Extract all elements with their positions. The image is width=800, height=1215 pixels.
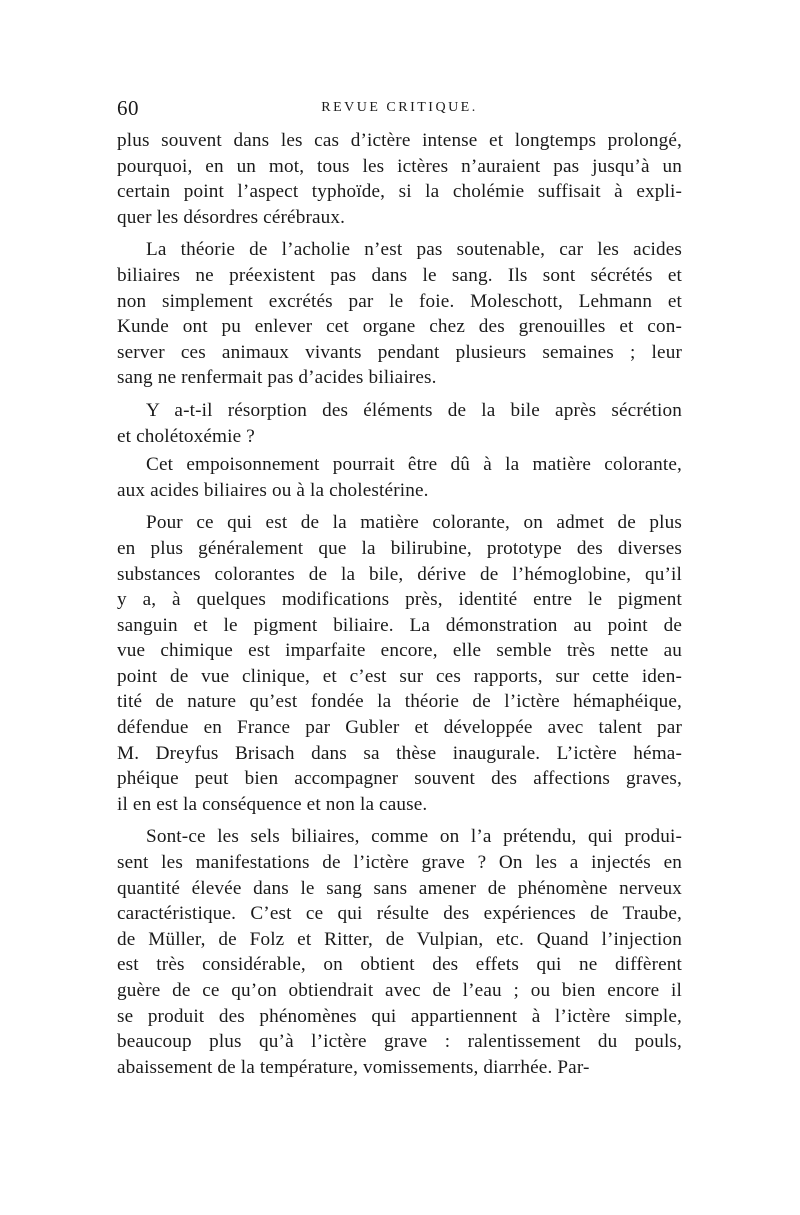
page-number: 60 [117,96,139,120]
text-line: biliaires ne préexistent pas dans le sang. Ils sont sécrétés et [117,264,682,286]
text-line: non simplement excrétés par le foie. Moleschott, Lehmann et [117,290,682,312]
text-line: server ces animaux vivants pendant plusieurs semaines ; leur [117,341,682,363]
paragraph-gap [117,817,682,824]
text-line: et cholétoxémie ? [117,425,255,447]
text-line: pourquoi, en un mot, tous les ictères n’auraient pas jusqu’à un [117,155,682,177]
text-line: quer les désordres cérébraux. [117,206,346,228]
text-line: vue chimique est imparfaite encore, elle semble très nette au [117,640,682,662]
text-line: M. Dreyfus Brisach dans sa thèse inaugurale. L’ictère héma- [117,742,682,764]
text-line: substances colorantes de la bile, dérive de l’hémoglobine, qu’il [117,563,682,585]
text-line: y a, à quelques modifications près, identité entre le pigment [117,589,682,611]
text-line: phéique peut bien accompagner souvent des affections graves, [117,768,682,790]
text-line: La théorie de l’acholie n’est pas soutenable, car les acides [146,239,682,261]
running-title: REVUE CRITIQUE. [321,100,478,115]
text-line: Kunde ont pu enlever cet organe chez des grenouilles et con- [117,316,682,338]
text-line: beaucoup plus qu’à l’ictère grave : ralentissement du pouls, [117,1031,682,1053]
body-text [117,128,682,1080]
text-line: se produit des phénomènes qui appartiennent à l’ictère simple, [117,1005,682,1027]
text-line: Cet empoisonnement pourrait être dû à la matière colorante, [146,454,682,476]
text-line: il en est la conséquence et non la cause. [117,793,428,815]
text-line: Pour ce qui est de la matière colorante, on admet de plus [146,512,682,534]
text-line: quantité élevée dans le sang sans amener de phénomène nerveux [117,877,682,899]
text-line: guère de ce qu’on obtiendrait avec de l’eau ; ou bien encore il [117,980,682,1001]
text-line: en plus généralement que la bilirubine, prototype des diverses [117,537,682,559]
text-line: plus souvent dans les cas d’ictère intense et longtemps prolongé, [117,130,682,151]
text-line: sent les manifestations de l’ictère grave ? On les a injectés en [117,852,682,874]
text-line: Y a-t-il résorption des éléments de la bile après sécrétion [146,399,682,421]
paragraph [117,452,682,503]
paragraph [117,398,682,449]
paragraph [117,237,682,391]
text-line: aux acides biliaires ou à la cholestérine. [117,479,429,501]
text-line: point de vue clinique, et c’est sur ces rapports, sur cette iden- [117,665,682,687]
paragraph-gap [117,503,682,510]
paragraph-gap [117,230,682,237]
text-line: Sont-ce les sels biliaires, comme on l’a prétendu, qui produi- [146,826,682,848]
paragraph [117,824,682,1080]
text-line: sanguin et le pigment biliaire. La démonstration au point de [117,614,682,636]
text-line: tité de nature qu’est fondée la théorie de l’ictère hémaphéique, [117,691,682,713]
paragraph [117,128,682,230]
text-line: défendue en France par Gubler et développée avec talent par [117,717,682,739]
text-line: caractéristique. C’est ce qui résulte des expériences de Traube, [117,903,682,925]
text-line: est très considérable, on obtient des effets qui ne diffèrent [117,954,682,976]
text-line: sang ne renfermait pas d’acides biliaires. [117,367,437,389]
paragraph-gap [117,391,682,398]
page-header [117,96,682,126]
paragraph [117,510,682,817]
text-line: abaissement de la température, vomissements, diarrhée. Par- [117,1056,590,1078]
text-line: certain point l’aspect typhoïde, si la cholémie suffisait à expli- [117,181,682,203]
text-line: de Müller, de Folz et Ritter, de Vulpian, etc. Quand l’injection [117,928,682,950]
